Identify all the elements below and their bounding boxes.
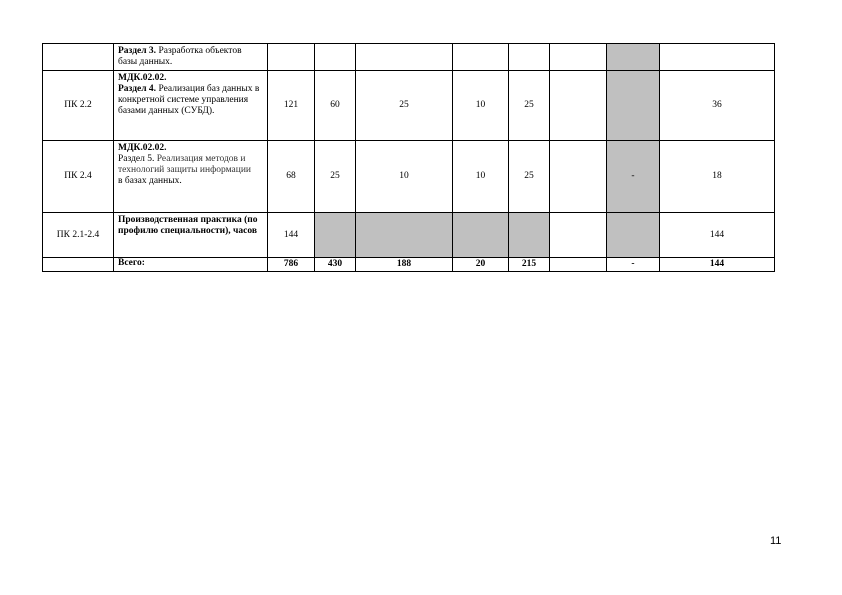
practice-hours-cell	[660, 44, 775, 71]
shaded-cell: -	[607, 141, 660, 213]
table-row	[43, 44, 775, 71]
section-name	[114, 141, 268, 213]
table-row	[43, 71, 775, 141]
hours-cell	[550, 44, 607, 71]
hours-cell	[550, 141, 607, 213]
hours-cell: 20	[453, 258, 509, 272]
hours-cell: 25	[356, 71, 453, 141]
table-row	[43, 213, 775, 258]
hours-cell: 10	[453, 141, 509, 213]
section-name	[114, 71, 268, 141]
section-title: Реализация методов и технологий защиты информации	[118, 154, 252, 175]
competency-code: ПК 2.2	[43, 71, 114, 141]
shaded-cell	[453, 213, 509, 258]
hours-cell: 25	[509, 71, 550, 141]
curriculum-table	[42, 43, 775, 272]
hours-cell: 215	[509, 258, 550, 272]
practice-name: Производственная практика (по профилю специальности), часов	[114, 213, 268, 258]
hours-cell: 25	[315, 141, 356, 213]
section-title-end: в базах данных.	[118, 176, 182, 186]
hours-cell	[550, 213, 607, 258]
page-number: 11	[770, 535, 782, 547]
hours-cell: 10	[356, 141, 453, 213]
competency-code	[43, 44, 114, 71]
shaded-cell	[315, 213, 356, 258]
hours-cell: 60	[315, 71, 356, 141]
hours-cell	[550, 71, 607, 141]
section-title: Разработка объектов базы данных.	[118, 46, 242, 67]
competency-code: ПК 2.1-2.4	[43, 213, 114, 258]
hours-cell: 430	[315, 258, 356, 272]
shaded-cell	[509, 213, 550, 258]
total-label: Всего:	[114, 258, 268, 272]
section-label: Раздел 3.	[118, 46, 157, 56]
section-name	[114, 44, 268, 71]
section-label: Раздел 5.	[118, 154, 155, 164]
table-row	[43, 258, 775, 272]
hours-cell	[550, 258, 607, 272]
hours-cell: 25	[509, 141, 550, 213]
hours-cell	[509, 44, 550, 71]
total-hours-cell	[268, 44, 315, 71]
total-hours-cell: 786	[268, 258, 315, 272]
competency-code	[43, 258, 114, 272]
shaded-cell	[607, 213, 660, 258]
practice-hours-cell: 18	[660, 141, 775, 213]
table-row	[43, 141, 775, 213]
total-hours-cell: 144	[268, 213, 315, 258]
shaded-cell	[607, 44, 660, 71]
hours-cell	[356, 44, 453, 71]
practice-hours-cell: 144	[660, 213, 775, 258]
hours-cell: 188	[356, 258, 453, 272]
practice-hours-cell: 36	[660, 71, 775, 141]
total-hours-cell: 121	[268, 71, 315, 141]
shaded-cell	[607, 71, 660, 141]
mdk-code: МДК.02.02.	[118, 143, 167, 153]
shaded-cell	[356, 213, 453, 258]
section-title: Реализация баз данных в конкретной системе управления базами данных (СУБД).	[118, 84, 260, 116]
section-label: Раздел 4.	[118, 84, 157, 94]
competency-code: ПК 2.4	[43, 141, 114, 213]
dash-cell: -	[607, 258, 660, 272]
hours-cell	[453, 44, 509, 71]
hours-cell: 10	[453, 71, 509, 141]
mdk-code: МДК.02.02.	[118, 73, 167, 83]
hours-cell	[315, 44, 356, 71]
practice-hours-cell: 144	[660, 258, 775, 272]
total-hours-cell: 68	[268, 141, 315, 213]
